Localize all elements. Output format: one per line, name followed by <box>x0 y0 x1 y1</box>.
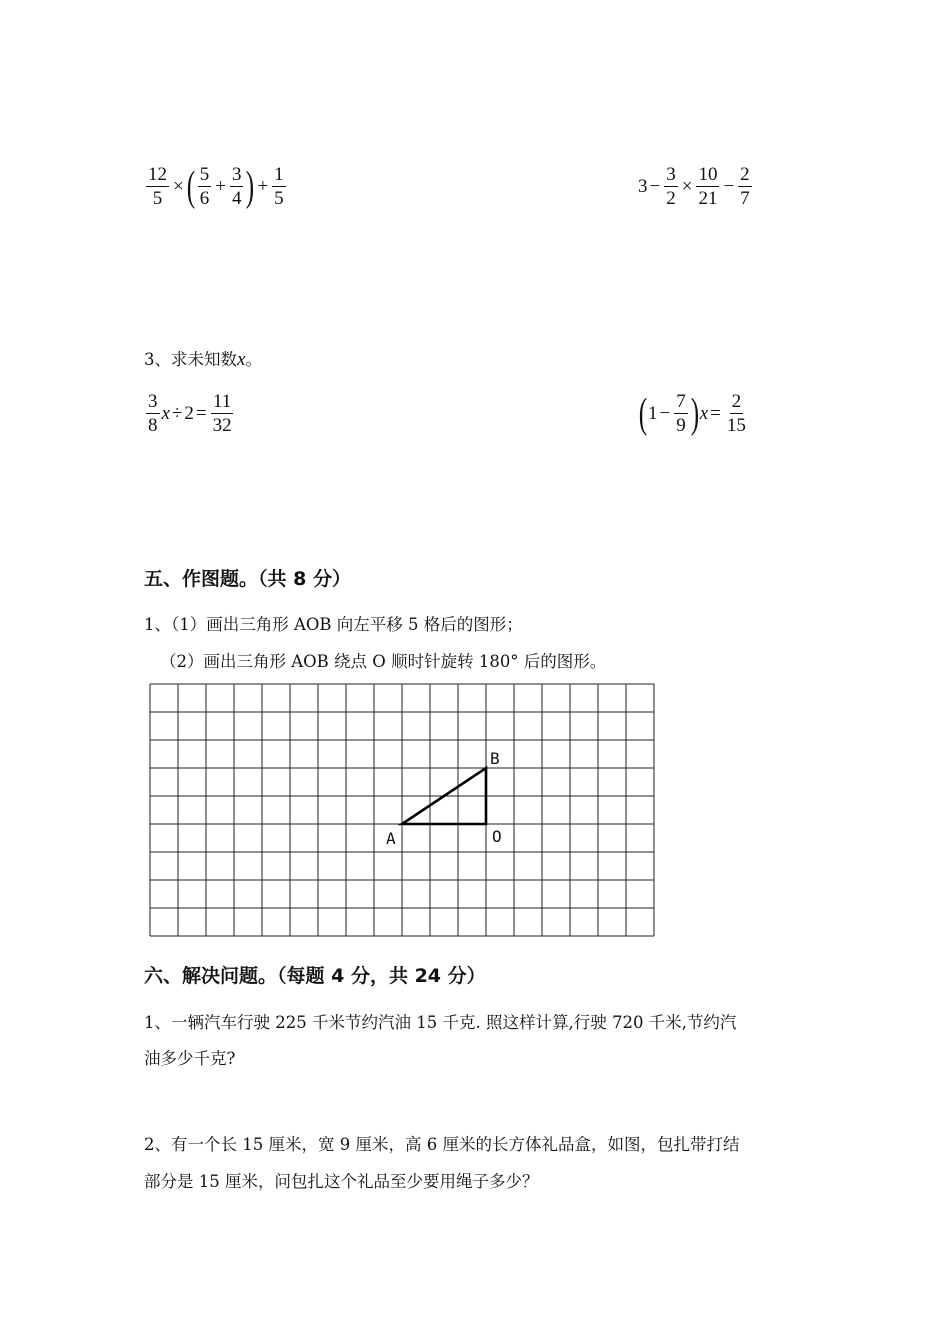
fraction: $\frac{12}{5}$ <box>148 164 167 209</box>
fraction: $\frac{3}{4}$ <box>231 164 242 209</box>
equation-right: ( 1 − $\frac{7}{9}$ ) x = $\frac{2}{15}$ <box>638 390 746 437</box>
fraction: $\frac{3}{2}$ <box>666 164 676 209</box>
vertex-label-a: A <box>386 829 396 848</box>
section5-heading: 五、作图题。（共 8 分） <box>144 568 351 590</box>
calc-expression-right: 3 − $\frac{3}{2}$ × $\frac{10}{21}$ − $\frac{2}{7}$ <box>638 164 750 209</box>
section6-question1-line1: 1、一辆汽车行驶 225 千米节约汽油 15 千克. 照这样计算,行驶 720 千米,节约汽 <box>144 1013 737 1032</box>
section6-question2-line2: 部分是 15 厘米，问包扎这个礼品至少要用绳子多少？ <box>144 1172 539 1191</box>
right-paren: ) <box>246 163 255 210</box>
fraction: $\frac{5}{6}$ <box>199 164 210 209</box>
fraction: $\frac{2}{15}$ <box>726 391 746 436</box>
vertex-label-o: O <box>492 827 502 846</box>
section5-question1-line2: （2）画出三角形 AOB 绕点 O 顺时针旋转 180° 后的图形。 <box>160 652 607 671</box>
vertex-label-b: B <box>490 749 500 768</box>
left-paren: ( <box>638 390 648 437</box>
left-paren: ( <box>186 163 195 210</box>
fraction: $\frac{3}{8}$ <box>148 391 158 436</box>
fraction: $\frac{7}{9}$ <box>676 391 686 436</box>
fraction: $\frac{2}{7}$ <box>740 164 750 209</box>
equation-left: $\frac{3}{8}$ x ÷ 2 = $\frac{11}{32}$ <box>148 391 232 436</box>
grid-lines <box>150 684 654 936</box>
section6-heading: 六、解决问题。（每题 4 分，共 24 分） <box>144 965 486 987</box>
fraction: $\frac{1}{5}$ <box>274 164 284 209</box>
fraction: $\frac{10}{21}$ <box>698 164 718 209</box>
section3-title: 3、求未知数x。 <box>144 349 262 370</box>
calc-expression-left: $\frac{12}{5}$ × ( $\frac{5}{6}$ + $\frac{3}{4}$ ) + $\frac{1}{5}$ <box>148 163 284 210</box>
right-paren: ) <box>690 390 699 437</box>
section6-question1-line2: 油多少千克? <box>144 1049 236 1068</box>
section5-question1-line1: 1、（1）画出三角形 AOB 向左平移 5 格后的图形； <box>144 615 523 634</box>
triangle-grid-diagram <box>148 682 658 940</box>
fraction: $\frac{11}{32}$ <box>212 391 232 436</box>
section6-question2-line1: 2、有一个长 15 厘米，宽 9 厘米，高 6 厘米的长方体礼品盒，如图，包扎带打结 <box>144 1135 740 1154</box>
